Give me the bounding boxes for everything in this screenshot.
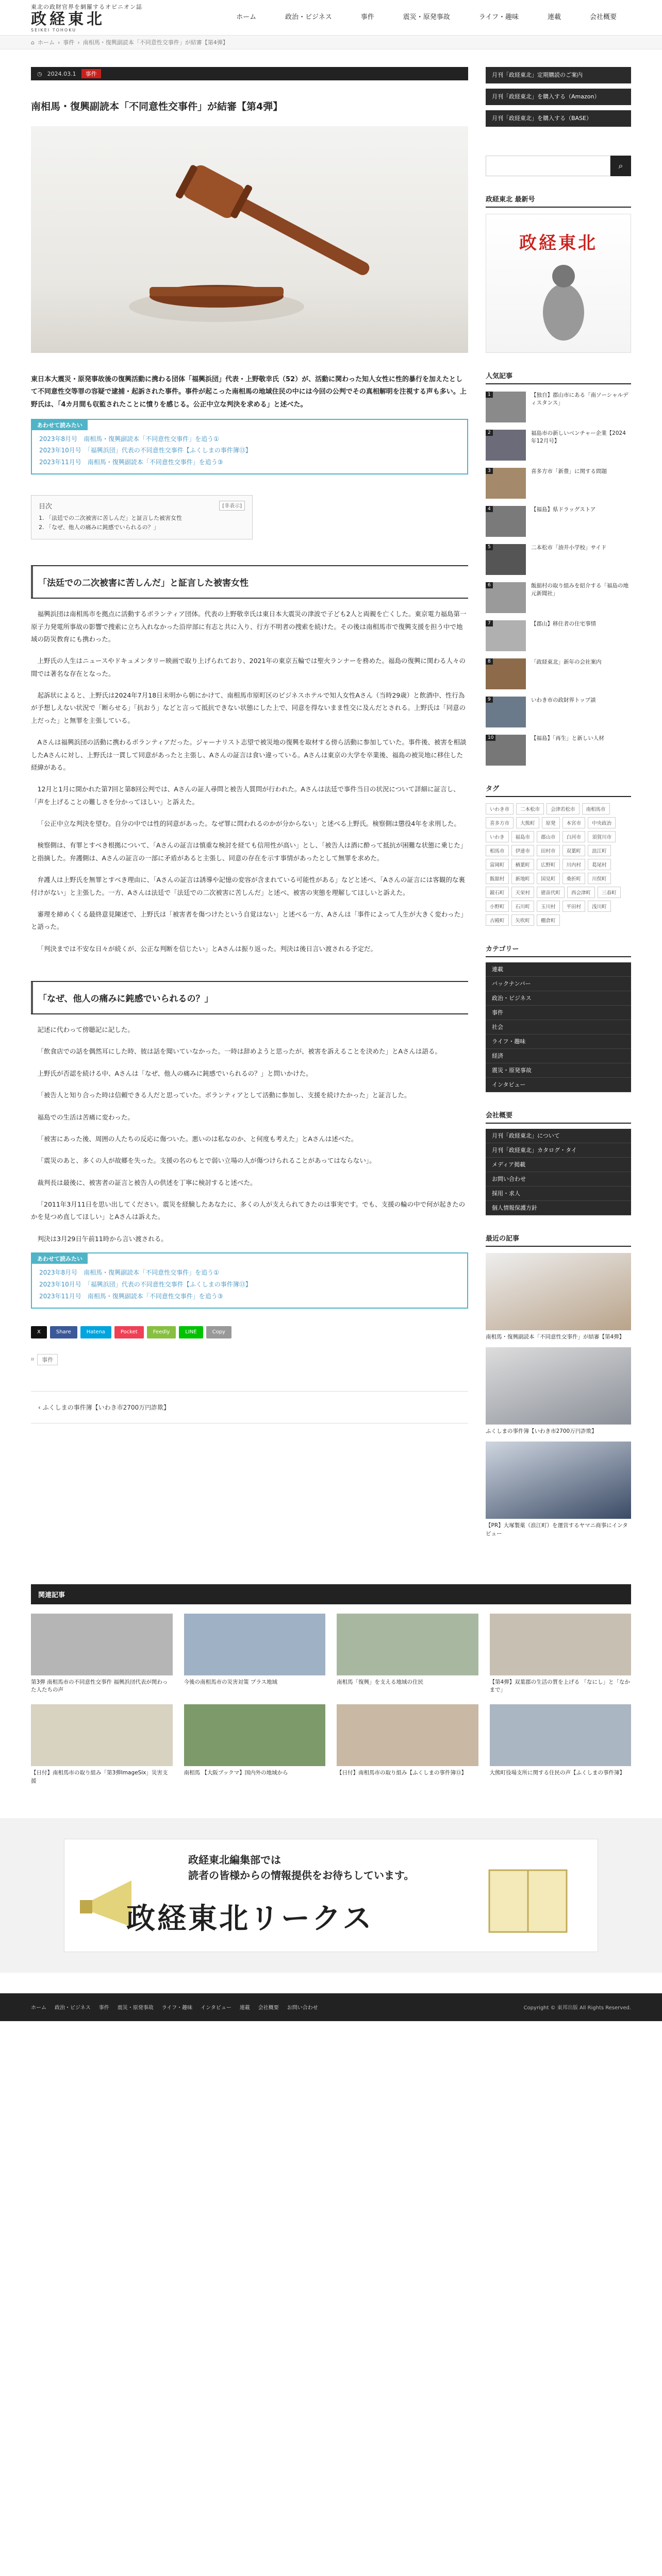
related-link[interactable]: 2023年8月号 南相馬・復興副読本「不同意性交事件」を追う①: [39, 1269, 219, 1277]
popular-title[interactable]: 「政経東北」新年の会社案内: [531, 659, 602, 665]
nav-series[interactable]: 連載: [547, 13, 561, 21]
nav-disaster[interactable]: 震災・原発事故: [403, 13, 450, 21]
popular-title[interactable]: 飯舘村の取り組みを紹介する「福島の地元新聞社」: [531, 583, 628, 597]
tag-chip[interactable]: いわき市: [486, 803, 514, 815]
tag-chip[interactable]: 古殿町: [486, 914, 509, 926]
article-title: 南相馬・復興副読本「不同意性交事件」が結審【第4弾】: [31, 101, 283, 112]
site-logo-sub: SEIKEI TOHOKU: [31, 28, 77, 32]
share-line-button[interactable]: LINE: [179, 1326, 203, 1338]
thumbnail: 5: [486, 544, 526, 575]
category-item[interactable]: 事件: [486, 1006, 631, 1020]
category-item[interactable]: 震災・原発事故: [486, 1063, 631, 1078]
related-card[interactable]: [337, 1614, 478, 1694]
related-box-title: あわせて読みたい: [32, 1253, 88, 1264]
prev-article-link[interactable]: [31, 1391, 468, 1423]
company-item[interactable]: 個人情報保護方針: [486, 1201, 631, 1215]
paragraph: 「飲食店での話を偶然耳にした時、彼は話を聞いていなかった。一時は辞めようと思ったが、被害を訴えることを決めた」とAさんは語る。: [37, 1047, 442, 1056]
related-card[interactable]: [490, 1614, 632, 1694]
latest-articles-heading: 最近の記事: [486, 1233, 631, 1247]
thumbnail: 6: [486, 582, 526, 613]
list-item[interactable]: [486, 735, 631, 766]
related-card-title[interactable]: 南相馬「復興」を支える地域の住民: [337, 1679, 423, 1685]
tag-chip[interactable]: 双葉町: [562, 845, 586, 856]
main-article: [31, 57, 468, 1538]
thumbnail: 7: [486, 620, 526, 651]
thumbnail: [486, 1347, 631, 1425]
site-logo[interactable]: 政経東北: [31, 10, 105, 28]
footer-link[interactable]: インタビュー: [201, 2005, 231, 2011]
tag-chip[interactable]: 浅川町: [588, 901, 611, 912]
footer-link[interactable]: 事件: [98, 2005, 109, 2011]
buy-base-button[interactable]: 月刊「政経東北」を購入する（BASE）: [486, 110, 631, 127]
breadcrumb-category[interactable]: 事件: [63, 39, 75, 46]
thumbnail: [337, 1614, 478, 1675]
search-icon[interactable]: ⌕: [610, 156, 631, 176]
article-lead: 東日本大震災・原発事故後の復興活動に携わる団体「福興浜団」代表・上野敬幸氏（52）が、活動に関わった知人女性に性的暴行を加えたとして不同意性交等罪の容疑で逮捕・起訴された事件。事件が起こった南相馬の地域住民の中には今回の公判でその真相解明を注視する声も多い。上野氏は、「4カ月間も収監されたことに憤りを感じる。公正中立な判決を求める」と述べた。: [31, 375, 467, 409]
brand[interactable]: [31, 3, 142, 32]
section-body-1: [31, 608, 468, 955]
company-item[interactable]: 月刊「政経東北」について: [486, 1129, 631, 1143]
tag-chip[interactable]: 富岡町: [486, 859, 509, 870]
hero-gavel-image: [31, 126, 468, 353]
breadcrumb-current: 南相馬・復興副読本「不同意性交事件」が結審【第4弾】: [82, 39, 228, 46]
related-link[interactable]: 2023年11月号 南相馬・復興副読本「不同意性交事件」を追う③: [39, 1292, 223, 1300]
share-buttons: [31, 1326, 468, 1338]
tag-chip[interactable]: 会津若松市: [547, 803, 580, 815]
footer-link[interactable]: 会社概要: [258, 2005, 279, 2011]
tag-chip[interactable]: 矢吹町: [511, 914, 535, 926]
tag-chip[interactable]: 天栄村: [511, 887, 535, 898]
paragraph: 上野氏が否認を続ける中、Aさんは「なぜ、他人の痛みに鈍感でいられるの？」と問いかけた。: [37, 1069, 312, 1077]
tag-chip[interactable]: 二本松市: [516, 803, 544, 815]
toc-toggle-button[interactable]: [非表示]: [219, 501, 245, 511]
related-card[interactable]: [184, 1614, 326, 1694]
breadcrumb-separator: ›: [57, 39, 60, 46]
thumbnail: 8: [486, 658, 526, 689]
related-box: [31, 419, 468, 474]
paragraph: 弁護人は上野氏を無罪とすべき理由に、「Aさんの証言は誘導や記憶の変容が含まれている可能性がある」などと述べ、「Aさんの証言には客観的な裏付けがない」と主張した。一方、Aさんは法廷で「法廷での二次被害に苦しんだ」と述べ、被害の実態を理解してほしいと訴えた。: [31, 876, 465, 896]
related-card-title[interactable]: 今後の南相馬市の災害対策 プラス地域: [184, 1679, 278, 1685]
banner-line-1: 政経東北編集部では: [188, 1853, 281, 1866]
banner-line-2: 読者の皆様からの情報提供をお待ちしています。: [188, 1869, 415, 1882]
site-header: [0, 0, 662, 35]
tag-chip[interactable]: 喜多方市: [486, 817, 514, 828]
toc-item[interactable]: 2. 「なぜ、他人の痛みに鈍感でいられるの？」: [39, 523, 159, 531]
popular-title[interactable]: 喜多方市「新豊」に関する問題: [531, 468, 607, 474]
list-item[interactable]: [486, 392, 631, 422]
search-form: [486, 156, 631, 176]
nav-incidents[interactable]: 事件: [360, 13, 374, 21]
category-item[interactable]: 社会: [486, 1020, 631, 1035]
footer-link[interactable]: 政治・ビジネス: [55, 2005, 91, 2011]
paragraph: 12月と1月に開かれた第7回と第8回公判では、Aさんの証人尋問と被告人質問が行われた。Aさんは法廷で事件当日の状況について詳細に証言し、「声を上げることの難しさを分かってほしい」と訴えた。: [31, 785, 460, 806]
section-heading: 「法廷での二次被害に苦しんだ」と証言した被害女性: [31, 565, 468, 599]
search-input[interactable]: [486, 156, 610, 176]
global-nav: [222, 0, 631, 35]
popular-title[interactable]: 【郡山】移住者の住宅事情: [531, 621, 596, 627]
related-card[interactable]: [31, 1704, 173, 1785]
tags-heading: タグ: [486, 783, 631, 797]
popular-title[interactable]: 【福島】「再生」と新しい人材: [531, 735, 604, 741]
table-of-contents: [31, 495, 253, 539]
paragraph: 福興浜団は南相馬市を拠点に活動するボランティア団体。代表の上野敬幸氏は東日本大震災の津波で子ども2人と両親を亡くした。東京電力福島第一原子力発電所事故の影響で捜索に立ち入れなかった沿岸部に有志と共に入り、行方不明者の捜索を続けた。その後は南相馬市で復興支援を担う中で地域の防災教育にも携わった。: [31, 610, 467, 643]
footer-links: [31, 2003, 318, 2011]
company-list: [486, 1129, 631, 1215]
tag-chip[interactable]: 小野町: [486, 901, 509, 912]
article-meta: [31, 67, 468, 80]
banner-area: [0, 1818, 662, 1973]
thumbnail: [184, 1704, 326, 1766]
clock-icon: ◷: [37, 70, 42, 77]
share-x-button[interactable]: X: [31, 1326, 47, 1338]
latest-issue-heading: 政経東北 最新号: [486, 194, 631, 208]
related-card-title[interactable]: 【日付】南相馬市の取り組み「第3弾ImageSix」災害支援: [31, 1770, 168, 1784]
thumbnail: [337, 1704, 478, 1766]
thumbnail: 9: [486, 697, 526, 727]
related-card-title[interactable]: 【第4弾】双葉郡の生活の質を上げる 「なにし」と「なかまで」: [489, 1679, 631, 1693]
related-link[interactable]: 2023年11月号 南相馬・復興副読本「不同意性交事件」を追う③: [39, 459, 223, 466]
tag-chip[interactable]: 玉川村: [537, 901, 560, 912]
prev-article-title[interactable]: ふくしまの事件簿【いわき市2700万円詐欺】: [42, 1403, 170, 1411]
tag-chip[interactable]: 三春町: [598, 887, 621, 898]
paragraph: 「2011年3月11日を思い出してください。震災を経験したあなたに、多くの人が支えられてきたのは事実です。でも、支援の輪の中で何が起きたのかを見つめ直してほしい」とAさんは訴えた。: [31, 1200, 466, 1221]
list-item[interactable]: [486, 430, 631, 461]
thumbnail: 3: [486, 468, 526, 499]
related-card-title[interactable]: 第3弾 南相馬市の不同意性交事件 福興浜団代表が関わった人たちの声: [31, 1679, 168, 1693]
company-item[interactable]: お問い合わせ: [486, 1172, 631, 1187]
popular-title[interactable]: 福島市の新しいベンチャー企業【2024年12月号】: [531, 430, 626, 445]
tag-chip[interactable]: 石川町: [511, 901, 535, 912]
tag-chip[interactable]: 相馬市: [486, 845, 509, 856]
category-item[interactable]: インタビュー: [486, 1078, 631, 1092]
banner-title: 政経東北リークス: [126, 1901, 374, 1936]
tag-chip[interactable]: 広野町: [537, 859, 560, 870]
latest-article-card[interactable]: [486, 1442, 631, 1537]
paragraph: 「被告人と知り合った時は信頼できる人だと思っていた。ボランティアとして活動に参加し、支援を続けたかった」と証言した。: [37, 1091, 411, 1099]
footer-link[interactable]: ホーム: [31, 2005, 46, 2011]
home-icon[interactable]: ⌂: [31, 39, 35, 46]
thumbnail: 10: [486, 735, 526, 766]
paragraph: 起訴状によると、上野氏は2024年7月18日未明から朝にかけて、南相馬市原町区のビジネスホテルで知人女性Aさん（当時29歳）と飲酒中、性行為が予想しえない状況で「断らせる」「抗おう」などと言って抵抗できない状態にした上で、同意を得ないまま性交に及んだとされる。上野氏は「同意の上だった」と無罪を主張している。: [31, 691, 466, 724]
share-hatena-button[interactable]: Hatena: [80, 1326, 111, 1338]
popular-title[interactable]: 二本松市「油井小学校」サイド: [531, 545, 607, 551]
list-item[interactable]: [486, 658, 631, 689]
list-item[interactable]: [486, 620, 631, 651]
magazine-cover[interactable]: [486, 214, 631, 353]
related-card[interactable]: [184, 1704, 326, 1785]
thumbnail: [490, 1704, 632, 1766]
tag-chip[interactable]: 棚倉町: [537, 914, 560, 926]
magazine-title: 政経東北: [519, 233, 598, 253]
tag-chip[interactable]: 川内村: [562, 859, 586, 870]
sidebar: [486, 57, 631, 1538]
related-articles-heading: 関連記事: [31, 1584, 631, 1604]
category-heading: カテゴリー: [486, 943, 631, 957]
tag-icon: ⌗: [31, 1355, 35, 1363]
related-articles-grid: [31, 1614, 631, 1785]
tag-chip[interactable]: 本宮市: [562, 817, 586, 828]
tag-chip[interactable]: 鏡石町: [486, 887, 509, 898]
thumbnail: 4: [486, 506, 526, 537]
toc-item[interactable]: 1. 「法廷での二次被害に苦しんだ」と証言した被害女性: [39, 515, 182, 522]
tag-chip[interactable]: 新地町: [511, 873, 535, 884]
related-card[interactable]: [31, 1614, 173, 1694]
tag-chip[interactable]: 桑折町: [562, 873, 586, 884]
tag-chip[interactable]: 西会津町: [567, 887, 595, 898]
thumbnail: 2: [486, 430, 526, 461]
related-link[interactable]: 2023年10月号 「福興浜団」代表の不同意性交事件【ふくしまの事件簿⑬】: [39, 1281, 252, 1289]
thumbnail: 1: [486, 392, 526, 422]
article-date: 2024.03.1: [47, 70, 76, 77]
latest-article-title[interactable]: 【PR】大塚製薬（浪江町）を運営するヤマニ商事にインタビュー: [486, 1522, 628, 1537]
section-heading: 「なぜ、他人の痛みに鈍感でいられるの？」: [31, 981, 468, 1014]
tag-chip[interactable]: 福島市: [511, 831, 535, 842]
category-item[interactable]: ライフ・趣味: [486, 1035, 631, 1049]
thumbnail: [31, 1614, 173, 1675]
category-list: [486, 962, 631, 1092]
related-card-title[interactable]: 【日付】南相馬市の取り組み【ふくしまの事件簿⑬】: [337, 1770, 467, 1776]
latest-article-title[interactable]: 南相馬・復興副読本「不同意性交事件」が結審【第4弾】: [486, 1334, 625, 1340]
related-card[interactable]: [337, 1704, 478, 1785]
breadcrumb-home[interactable]: ホーム: [37, 39, 55, 46]
company-heading: 会社概要: [486, 1110, 631, 1124]
footer-link[interactable]: 連載: [239, 2005, 250, 2011]
category-item[interactable]: 政治・ビジネス: [486, 991, 631, 1006]
paragraph: 判決は3月29日午前11時から言い渡される。: [37, 1234, 168, 1243]
tag-chip[interactable]: 葛尾村: [588, 859, 611, 870]
breadcrumb-separator: ›: [77, 39, 80, 46]
list-item[interactable]: [486, 582, 631, 613]
tag-chip[interactable]: 伊達市: [511, 845, 535, 856]
chevron-left-icon: ‹: [38, 1403, 43, 1411]
article-tags: [31, 1354, 468, 1365]
tag-cloud: [486, 803, 631, 926]
nav-life[interactable]: ライフ・趣味: [478, 13, 519, 21]
paragraph: 検察側は、有罪とすべき根拠について、「Aさんの証言は慎重な検討を経ても信用性が高い」とし、「被告人は酒に酔って抵抗が困難な状態に乗じた」と指摘した。弁護側は、Aさんの証言の一部に矛盾があると主張し、同意の存在を示す事情があったとして無罪を求めた。: [31, 841, 467, 862]
paragraph: 「公正中立な判決を望む。自分の中では性的同意があった。なぜ罪に問われるのかが分からない」と述べる上野氏。検察側は懲役4年を求刑した。: [37, 820, 460, 828]
paragraph: 裁判長は最後に、被害者の証言と被告人の供述を丁寧に検討すると述べた。: [37, 1178, 257, 1187]
tag-chip[interactable]: 平田村: [562, 901, 586, 912]
site-tagline: 東北の政財官界を網羅するオピニオン誌: [31, 4, 142, 10]
popular-heading: 人気記事: [486, 370, 631, 384]
copyright: Copyright © 東邦出版 All Rights Reserved.: [523, 2005, 631, 2011]
company-item[interactable]: 月刊「政経東北」カタログ・タイ: [486, 1143, 631, 1158]
related-articles-section: [31, 1584, 631, 1785]
related-card-title[interactable]: 南相馬 【大阪ブックマ】国内外の地域から: [184, 1770, 288, 1776]
list-item[interactable]: [486, 506, 631, 537]
tag-chip[interactable]: 大熊町: [516, 817, 539, 828]
leaks-banner[interactable]: [64, 1839, 598, 1952]
tag-chip[interactable]: 白河市: [562, 831, 586, 842]
article-category[interactable]: 事件: [81, 69, 101, 78]
paragraph: 記述に代わって傍聴記に記した。: [37, 1026, 134, 1034]
breadcrumb: [0, 35, 662, 49]
tag-chip[interactable]: 国見町: [537, 873, 560, 884]
section-body-2: [31, 1024, 468, 1245]
latest-article-title[interactable]: ふくしまの事件簿【いわき市2700万円詐欺】: [486, 1428, 597, 1435]
thumbnail: [486, 1442, 631, 1519]
tag-chip[interactable]: 浪江町: [588, 845, 611, 856]
paragraph: 「被害にあった後、周囲の人たちの反応に傷ついた。悪いのは私なのか、と何度も考えた」とAさんは述べた。: [37, 1134, 358, 1143]
tag-chip[interactable]: 飯舘村: [486, 873, 509, 884]
footer-link[interactable]: 震災・原発事故: [117, 2005, 154, 2011]
tag-chip[interactable]: 中央政治: [588, 817, 616, 828]
tag-chip[interactable]: 郡山市: [537, 831, 560, 842]
nav-politics-business[interactable]: 政治・ビジネス: [285, 13, 332, 21]
company-item[interactable]: メディア掲載: [486, 1158, 631, 1172]
thumbnail: [31, 1704, 173, 1766]
gavel-illustration: [31, 126, 468, 353]
thumbnail: [486, 1253, 631, 1330]
tag-chip[interactable]: 楢葉町: [511, 859, 535, 870]
thumbnail: [184, 1614, 326, 1675]
footer-link[interactable]: ライフ・趣味: [161, 2005, 193, 2011]
related-box-bottom: [31, 1252, 468, 1308]
tag-chip[interactable]: 原発: [542, 817, 560, 828]
share-copy-button[interactable]: Copy: [206, 1326, 231, 1338]
paragraph: 審理を締めくくる最終意見陳述で、上野氏は「被害者を傷つけたという自覚はない」と述べる一方、Aさんは「事件によって人生が大きく変わった」と語った。: [31, 910, 467, 931]
book-icon: [469, 1839, 582, 1952]
share-pocket-button[interactable]: Pocket: [114, 1326, 144, 1338]
related-link[interactable]: 2023年8月号 南相馬・復興副読本「不同意性交事件」を追う①: [39, 435, 219, 443]
list-item[interactable]: [486, 468, 631, 499]
article-tag[interactable]: 事件: [37, 1354, 58, 1365]
content-wrap: [0, 57, 662, 1538]
subscription-button[interactable]: 月刊「政経東北」定期購読のご案内: [486, 67, 631, 83]
footer-link[interactable]: お問い合わせ: [287, 2005, 318, 2011]
latest-article-card[interactable]: [486, 1347, 631, 1435]
nav-home[interactable]: ホーム: [236, 13, 257, 21]
related-box-title: あわせて読みたい: [32, 420, 88, 430]
buy-amazon-button[interactable]: 月刊「政経東北」を購入する（Amazon）: [486, 89, 631, 105]
nav-company[interactable]: 会社概要: [589, 13, 617, 21]
share-facebook-button[interactable]: Share: [50, 1326, 77, 1338]
category-item[interactable]: バックナンバー: [486, 977, 631, 991]
tag-chip[interactable]: いわき: [486, 831, 509, 842]
tag-chip[interactable]: 川俣町: [588, 873, 611, 884]
popular-title[interactable]: 【福島】県ドラッグストア: [531, 506, 596, 513]
paragraph: 上野氏の人生はニュースやドキュメンタリー映画で取り上げられており、2021年の東京五輪では聖火ランナーを務めた。福島の復興に関わる人々の間では著名な存在となった。: [31, 657, 466, 677]
tag-chip[interactable]: 猪苗代町: [537, 887, 565, 898]
paragraph: 「判決までは不安な日々が続くが、公正な判断を信じたい」とAさんは振り返った。判決は後日言い渡される予定だ。: [37, 944, 377, 953]
latest-article-card[interactable]: [486, 1253, 631, 1341]
paragraph: 「震災のあと、多くの人が故郷を失った。支援の名のもとで弱い立場の人が傷つけられることがあってはならない」。: [37, 1157, 376, 1165]
popular-title[interactable]: 【独自】郡山市にある「南ソーシャルディスタンス」: [531, 392, 628, 406]
site-footer: [0, 1993, 662, 2021]
company-item[interactable]: 採用・求人: [486, 1187, 631, 1201]
list-item[interactable]: [486, 697, 631, 727]
tag-chip[interactable]: 南相馬市: [582, 803, 610, 815]
related-link[interactable]: 2023年10月号 「福興浜団」代表の不同意性交事件【ふくしまの事件簿⑬】: [39, 447, 252, 454]
related-card-title[interactable]: 大熊町役場支所に関する住民の声【ふくしまの事件簿】: [489, 1770, 625, 1776]
category-item[interactable]: 経済: [486, 1049, 631, 1063]
paragraph: 福島での生活は苦痛に変わった。: [37, 1113, 134, 1121]
related-card[interactable]: [490, 1704, 632, 1785]
tag-chip[interactable]: 須賀川市: [588, 831, 616, 842]
popular-title[interactable]: いわき市の政財界トップ談: [531, 697, 596, 703]
list-item[interactable]: [486, 544, 631, 575]
paragraph: Aさんは福興浜団の活動に携わるボランティアだった。ジャーナリスト志望で被災地の復興を取材する傍ら活動に参加していた。事件後、被害を相談したAさんに対し、上野氏は一貫して同意があったと主張し、Aさんの証言は食い違っている。Aさんは東京の大学を卒業後、福島の被災地に移住した経緯がある。: [31, 738, 467, 771]
thumbnail: [490, 1614, 632, 1675]
share-feedly-button[interactable]: Feedly: [147, 1326, 176, 1338]
category-item[interactable]: 連載: [486, 962, 631, 977]
popular-list: [486, 392, 631, 766]
tag-chip[interactable]: 田村市: [537, 845, 560, 856]
toc-title: 目次: [39, 503, 53, 511]
